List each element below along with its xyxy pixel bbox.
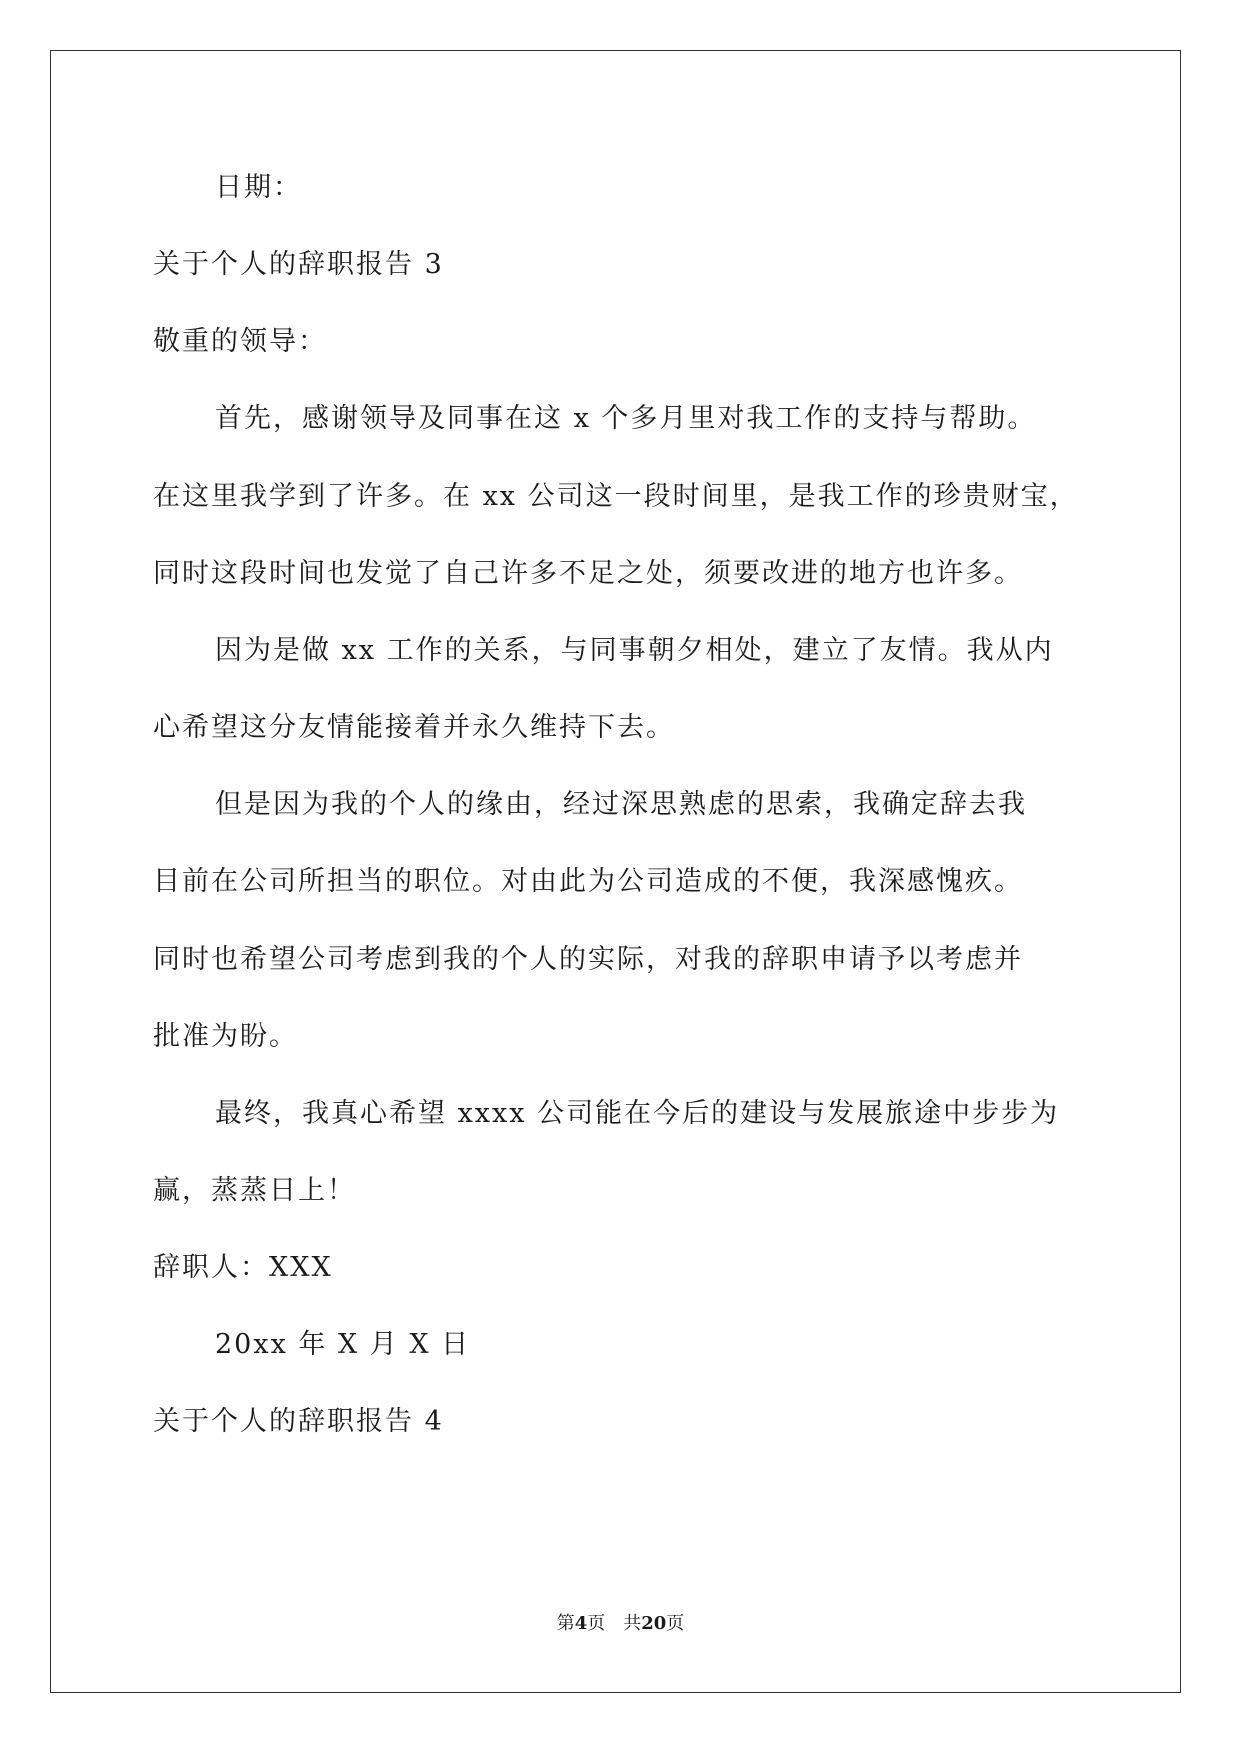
total-pages-number: 20 bbox=[641, 1613, 667, 1634]
footer-prefix: 第 bbox=[556, 1613, 575, 1634]
body-line: 目前在公司所担当的职位。对由此为公司造成的不便，我深感愧疚。 bbox=[153, 866, 1023, 897]
footer-middle: 页 共 bbox=[587, 1613, 642, 1634]
salutation: 敬重的领导： bbox=[153, 326, 327, 357]
body-line: 首先，感谢领导及同事在这 x 个多月里对我工作的支持与帮助。 bbox=[215, 403, 1037, 434]
body-line: 赢，蒸蒸日上！ bbox=[153, 1175, 356, 1206]
page-number-footer bbox=[0, 1612, 1241, 1636]
signature-date: 20xx 年 X 月 X 日 bbox=[215, 1329, 471, 1360]
section-heading-3: 关于个人的辞职报告 3 bbox=[153, 249, 444, 280]
body-line: 因为是做 xx 工作的关系，与同事朝夕相处，建立了友情。我从内 bbox=[215, 635, 1054, 666]
current-page-number: 4 bbox=[574, 1613, 588, 1634]
body-line: 在这里我学到了许多。在 xx 公司这一段时间里，是我工作的珍贵财宝， bbox=[153, 481, 1079, 512]
body-line: 同时也希望公司考虑到我的个人的实际，对我的辞职申请予以考虑并 bbox=[153, 944, 1023, 975]
body-line: 但是因为我的个人的缘由，经过深思熟虑的思索，我确定辞去我 bbox=[215, 789, 1027, 820]
body-line: 最终，我真心希望 xxxx 公司能在今后的建设与发展旅途中步步为 bbox=[215, 1098, 1060, 1129]
footer-suffix: 页 bbox=[666, 1613, 685, 1634]
body-line: 心希望这分友情能接着并永久维持下去。 bbox=[153, 712, 675, 743]
section-heading-4: 关于个人的辞职报告 4 bbox=[153, 1406, 444, 1437]
body-line: 同时这段时间也发觉了自己许多不足之处，须要改进的地方也许多。 bbox=[153, 558, 1023, 589]
date-label: 日期： bbox=[215, 172, 302, 203]
body-line: 批准为盼。 bbox=[153, 1021, 298, 1052]
signature-name: 辞职人：XXX bbox=[153, 1252, 333, 1283]
